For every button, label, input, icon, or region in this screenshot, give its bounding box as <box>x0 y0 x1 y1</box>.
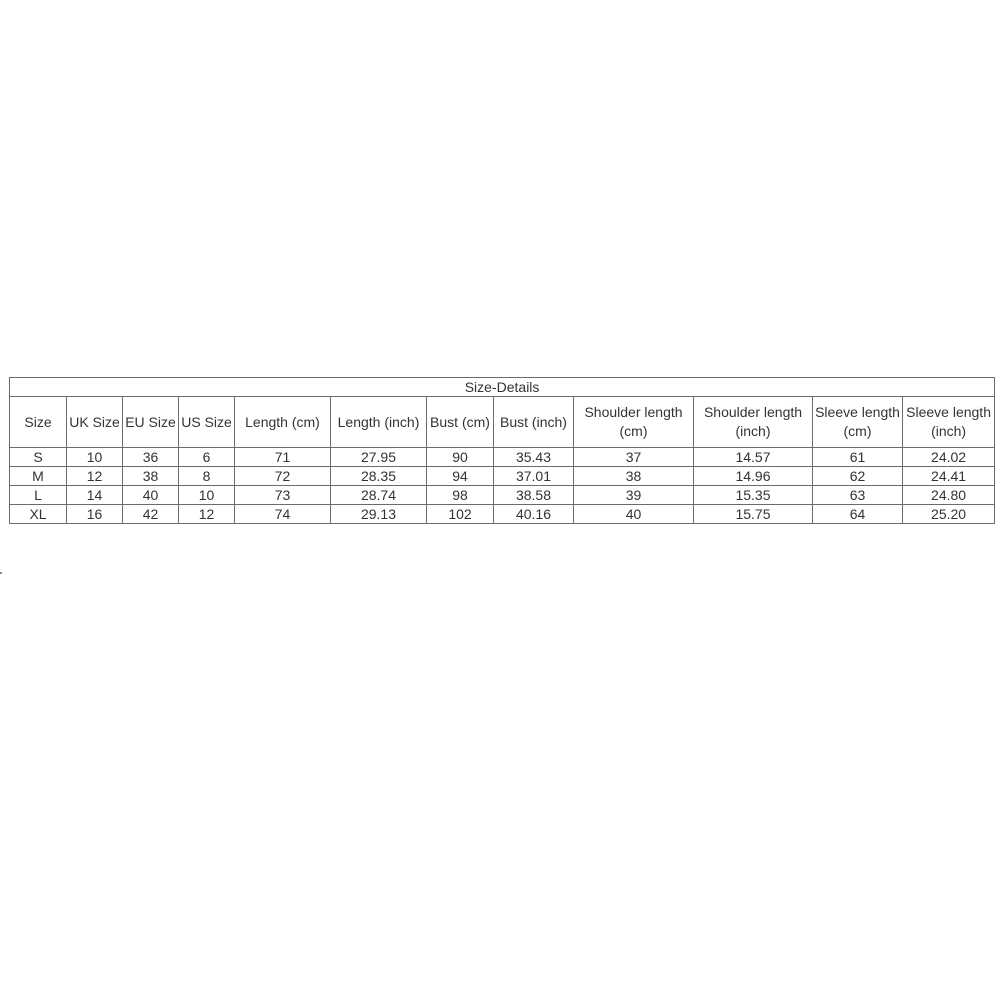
table-cell: 39 <box>574 486 694 505</box>
table-cell: 24.41 <box>903 467 995 486</box>
table-cell: 63 <box>813 486 903 505</box>
table-cell: 14.96 <box>694 467 813 486</box>
table-row <box>10 486 995 505</box>
table-cell: 28.74 <box>331 486 427 505</box>
header-length-inch: Length (inch) <box>331 397 427 448</box>
table-cell: 12 <box>67 467 123 486</box>
table-cell: 72 <box>235 467 331 486</box>
table-cell: 12 <box>179 505 235 524</box>
table-cell: 71 <box>235 448 331 467</box>
header-length-cm: Length (cm) <box>235 397 331 448</box>
header-shoulder-length-inch: Shoulder length (inch) <box>694 397 813 448</box>
table-cell: 40 <box>123 486 179 505</box>
size-details-table <box>9 377 995 524</box>
table-row <box>10 467 995 486</box>
header-eu-size: EU Size <box>123 397 179 448</box>
header-shoulder-length-cm: Shoulder length (cm) <box>574 397 694 448</box>
table-cell: 24.02 <box>903 448 995 467</box>
table-cell: 62 <box>813 467 903 486</box>
header-bust-cm: Bust (cm) <box>427 397 494 448</box>
table-cell: 37 <box>574 448 694 467</box>
table-cell: 64 <box>813 505 903 524</box>
table-cell: XL <box>10 505 67 524</box>
header-bust-inch: Bust (inch) <box>494 397 574 448</box>
table-cell: 38 <box>574 467 694 486</box>
table-cell: 94 <box>427 467 494 486</box>
table-cell: 40.16 <box>494 505 574 524</box>
table-cell: S <box>10 448 67 467</box>
table-cell: 98 <box>427 486 494 505</box>
table-cell: 24.80 <box>903 486 995 505</box>
table-cell: 6 <box>179 448 235 467</box>
header-sleeve-length-inch: Sleeve length (inch) <box>903 397 995 448</box>
table-cell: 8 <box>179 467 235 486</box>
table-cell: 16 <box>67 505 123 524</box>
table-cell: 28.35 <box>331 467 427 486</box>
header-us-size: US Size <box>179 397 235 448</box>
table-cell: 38 <box>123 467 179 486</box>
header-size: Size <box>10 397 67 448</box>
table-cell: 40 <box>574 505 694 524</box>
table-cell: 73 <box>235 486 331 505</box>
table-row <box>10 505 995 524</box>
table-cell: 14 <box>67 486 123 505</box>
header-sleeve-length-cm: Sleeve length (cm) <box>813 397 903 448</box>
table-cell: 102 <box>427 505 494 524</box>
stray-dot-mark <box>0 572 2 574</box>
table-cell: L <box>10 486 67 505</box>
table-cell: 42 <box>123 505 179 524</box>
table-cell: 27.95 <box>331 448 427 467</box>
table-cell: 15.75 <box>694 505 813 524</box>
table-cell: 25.20 <box>903 505 995 524</box>
table-cell: M <box>10 467 67 486</box>
table-cell: 14.57 <box>694 448 813 467</box>
table-row <box>10 448 995 467</box>
table-cell: 90 <box>427 448 494 467</box>
header-uk-size: UK Size <box>67 397 123 448</box>
table-cell: 35.43 <box>494 448 574 467</box>
table-cell: 15.35 <box>694 486 813 505</box>
table-cell: 61 <box>813 448 903 467</box>
table-cell: 38.58 <box>494 486 574 505</box>
table-cell: 37.01 <box>494 467 574 486</box>
table-cell: 10 <box>67 448 123 467</box>
table-cell: 74 <box>235 505 331 524</box>
table-cell: 10 <box>179 486 235 505</box>
header-row <box>10 397 995 448</box>
table-cell: 36 <box>123 448 179 467</box>
table-title: Size-Details <box>10 378 995 397</box>
table-cell: 29.13 <box>331 505 427 524</box>
